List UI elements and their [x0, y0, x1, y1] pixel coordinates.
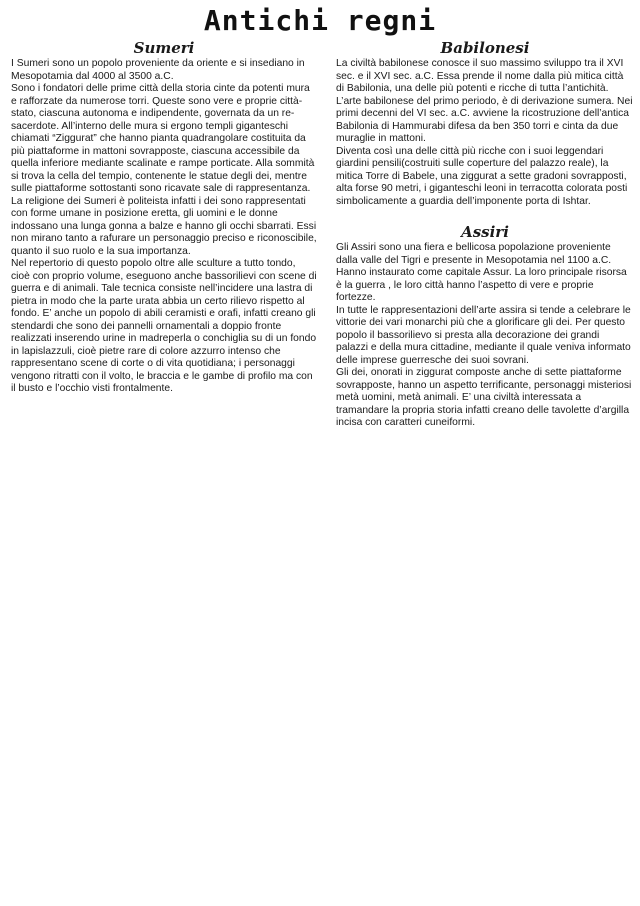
paragraph: Gli dei, onorati in ziggurat composte anche di sette piattaforme sovrapposte, hanno un aspetto terrificante, personaggi misteriosi metà uomini, metà animali. E’ una civiltà interessata a tramandare la propria storia infatti creano delle tavolette d’argilla incisa con caratteri cuneiformi. — [336, 367, 632, 428]
section-babilonesi — [336, 40, 634, 208]
paragraph: La civiltà babilonese conosce il suo massimo sviluppo tra il XVI sec. e il XVI sec. a.C. Essa prende il nome dalla più mitica città di Babilonia, una delle più potenti e ricche di tutta l’antichità. — [336, 58, 624, 94]
section-heading-babilonesi: Babilonesi — [440, 39, 530, 57]
paragraph: L’arte babilonese del primo periodo, è di derivazione sumera. Nei primi decenni del VI sec. a.C. avviene la ricostruzione dell’antica Babilonia di Hammurabi difesa da ben 350 torri e cinta da due muraglie in mattoni. — [336, 95, 633, 144]
section-assiri — [336, 224, 634, 430]
section-heading-sumeri: Sumeri — [133, 39, 195, 57]
page-title: Antichi regni — [203, 4, 437, 37]
paragraph: In tutte le rappresentazioni dell’arte assira si tende a celebrare le vittorie dei vari monarchi più che a glorificare gli dei. Per questo popolo il bassorilievo si presta alla decorazione dei grandi palazzi e della mura cittadine, mediante il quale veniva informato delle imprese guerresche dei suoi sovrani. — [336, 304, 631, 366]
paragraph: Gli Assiri sono una fiera e bellicosa popolazione proveniente dalla valle del Tigri e presente in Mesopotamia nel 1100 a.C. Hanno instaurato come capitale Assur. La loro principale risorsa è la guerra , le loro città hanno l’aspetto di vere e proprie fortezze. — [336, 242, 627, 303]
section-spacer — [336, 208, 634, 224]
right-column — [336, 40, 634, 430]
section-sumeri — [11, 40, 317, 396]
paragraph: La religione dei Sumeri è politeista infatti i dei sono rappresentati con forme umane in posizione eretta, gli uomini e le donne indossano una lunga gonna a balze e hanno gli occhi sbarrati. Essi non mirano tanto a rafurare un personaggio preciso e riconoscibile, quanto il suo ruolo e la sua importanza. — [11, 195, 317, 257]
section-heading-assiri: Assiri — [461, 223, 509, 241]
paragraph: Diventa così una delle città più ricche con i suoi leggendari giardini pensili(costruiti sulle coperture del palazzo reale), la mitica Torre di Babele, una ziggurat a sette gradoni sovrapposti, alta forse 90 metri, i giganteschi leoni in terracotta colorata posti simbolicamente a guardia dell’imponente porta di Ishtar. — [336, 145, 628, 207]
paragraph: I Sumeri sono un popolo proveniente da oriente e si insediano in Mesopotamia dal 4000 al 3500 a.C. — [11, 58, 305, 82]
paragraph: Nel repertorio di questo popolo oltre alle sculture a tutto tondo, cioè con proprio volume, eseguono anche bassorilievi con scene di guerra e di animali. Tale tecnica consiste nell’incidere una lastra di pietra in modo che la parte urata abbia un certo rilievo rispetto al fondo. E’ anche un popolo di abili ceramisti e orafi, infatti creano gli stendardi che sono dei pannelli ornamentali a doppio fronte realizzati inserendo urine in madreperla o conchiglia su di un fondo in lapislazzuli, cioè pietre rare di colore azzurro intenso che rappresentano scene di corte o di vita quotidiana; i personaggi vengono ritratti con il volto, le braccia e le gambe di profilo ma con il busto e l’occhio visti frontalmente. — [11, 258, 317, 394]
paragraph: Sono i fondatori delle prime città della storia cinte da potenti mura e rafforzate da numerose torri. Queste sono vere e proprie città-stato, ciascuna autonoma e indipendente, governata da un re-sacerdote. All’interno delle mura si ergono templi giganteschi chiamati “Ziggurat” che hanno pianta quadrangolare costituita da più piattaforme in mattoni sovrapposte, ciascuna accessibile da quella inferiore mediante scalinate e rampe porticate. Alla sommità si trova la cella del tempio, contenente le statue degli dei, mentre sulle piattaforme sottostanti sono ricavate sale di rappresentanza. — [11, 83, 315, 194]
